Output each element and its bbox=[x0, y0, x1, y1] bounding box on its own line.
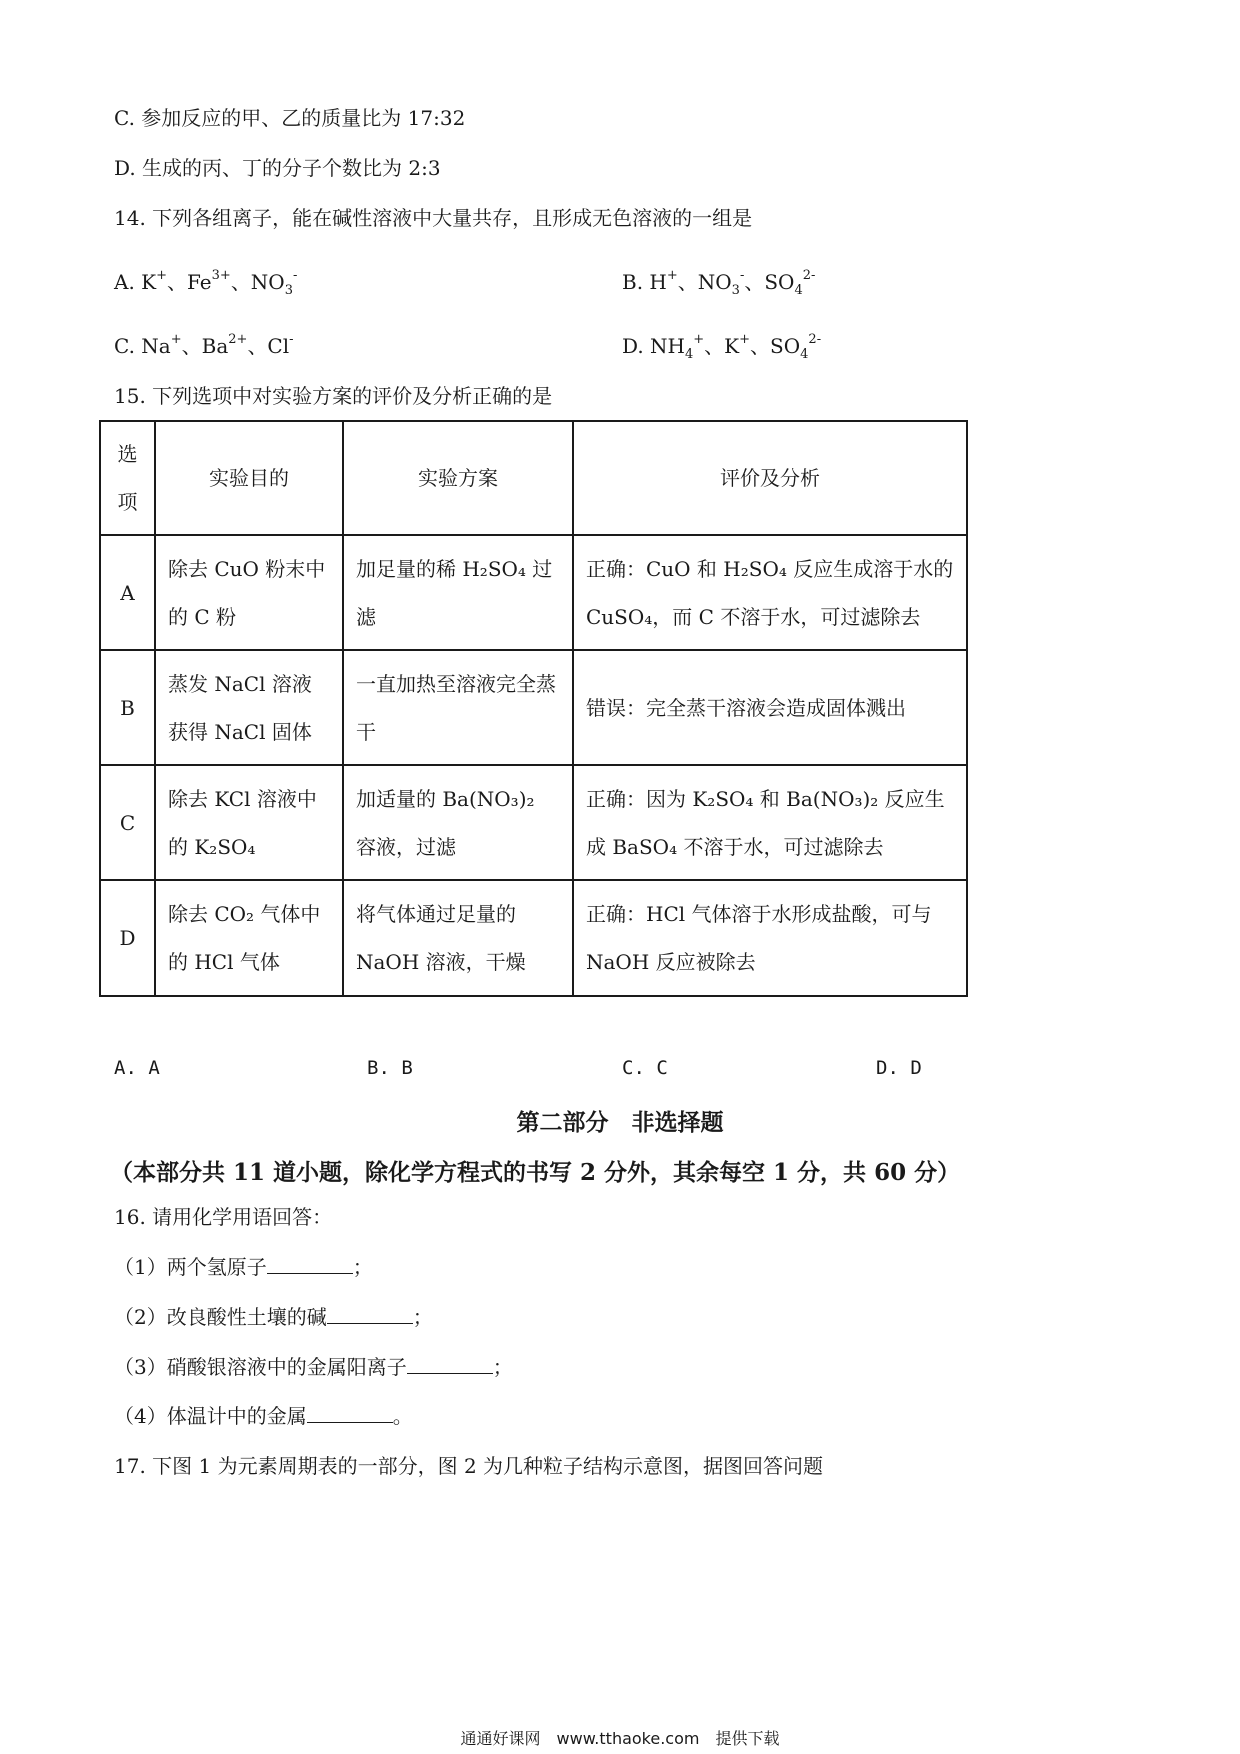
row-eval: 错误：完全蒸干溶液会造成固体溅出 bbox=[573, 650, 967, 765]
q15-answer-b: B. B bbox=[367, 1057, 413, 1079]
q14-b-ion1-charge: + bbox=[666, 268, 678, 283]
row-plan: 加适量的 Ba(NO₃)₂ 容液，过滤 bbox=[343, 765, 573, 880]
header-purpose: 实验目的 bbox=[155, 421, 343, 535]
q16-item-1 bbox=[114, 1253, 373, 1281]
header-key-line1: 选 bbox=[117, 442, 138, 466]
q14-a-sep2: 、NO bbox=[230, 270, 285, 294]
q13-option-c: C. 参加反应的甲、乙的质量比为 17:32 bbox=[114, 106, 466, 130]
q14-a-prefix: A. K bbox=[114, 270, 157, 294]
row-key: C bbox=[100, 765, 155, 880]
row-plan: 一直加热至溶液完全蒸干 bbox=[343, 650, 573, 765]
q16-item-4-end: 。 bbox=[392, 1404, 413, 1428]
q14-c-ion2-charge: 2+ bbox=[228, 332, 248, 347]
q14-a-ion1-charge: + bbox=[156, 268, 168, 283]
answer-blank[interactable] bbox=[407, 1353, 493, 1374]
q14-c-sep2: 、Cl bbox=[247, 334, 290, 358]
row-eval: 正确：因为 K₂SO₄ 和 Ba(NO₃)₂ 反应生成 BaSO₄ 不溶于水，可过滤除去 bbox=[573, 765, 967, 880]
q15-stem: 15. 下列选项中对实验方案的评价及分析正确的是 bbox=[114, 384, 553, 408]
q16-item-3-end: ； bbox=[492, 1355, 513, 1379]
row-purpose: 蒸发 NaCl 溶液获得 NaCl 固体 bbox=[155, 650, 343, 765]
table-row bbox=[100, 650, 967, 765]
q16-item-2-end: ； bbox=[412, 1305, 433, 1329]
row-purpose: 除去 KCl 溶液中的 K₂SO₄ bbox=[155, 765, 343, 880]
q16-item-1-text: （1）两个氢原子 bbox=[114, 1255, 267, 1279]
q14-b-prefix: B. H bbox=[622, 270, 667, 294]
q14-d-ion3-sub: 4 bbox=[800, 347, 809, 362]
part2-title: 第二部分 非选择题 bbox=[516, 1109, 724, 1136]
row-plan: 将气体通过足量的 NaOH 溶液，干燥 bbox=[343, 880, 573, 996]
page-footer: 通通好课网 www.tthaoke.com 提供下载 bbox=[460, 1729, 780, 1748]
row-key: D bbox=[100, 880, 155, 996]
q14-a-sep1: 、Fe bbox=[167, 270, 212, 294]
q16-item-1-end: ； bbox=[352, 1255, 373, 1279]
q16-item-4 bbox=[114, 1402, 413, 1430]
q16-stem: 16. 请用化学用语回答： bbox=[114, 1205, 333, 1229]
header-eval: 评价及分析 bbox=[573, 421, 967, 535]
row-eval: 正确：HCl 气体溶于水形成盐酸，可与 NaOH 反应被除去 bbox=[573, 880, 967, 996]
q14-d-sep2: 、SO bbox=[750, 334, 801, 358]
part2-note: （本部分共 11 道小题，除化学方程式的书写 2 分外，其余每空 1 分，共 60 分） bbox=[110, 1159, 961, 1186]
q14-d-ion3-charge: 2- bbox=[808, 332, 822, 347]
q14-b-ion2-sub: 3 bbox=[731, 283, 740, 298]
row-purpose: 除去 CuO 粉末中的 C 粉 bbox=[155, 535, 343, 650]
q14-option-a bbox=[114, 262, 297, 305]
experiment-table bbox=[99, 420, 968, 997]
q14-a-ion3-sub: 3 bbox=[284, 283, 293, 298]
q13-option-d: D. 生成的丙、丁的分子个数比为 2:3 bbox=[114, 156, 441, 180]
q16-item-3-text: （3）硝酸银溶液中的金属阳离子 bbox=[114, 1355, 407, 1379]
answer-blank[interactable] bbox=[267, 1253, 353, 1274]
q14-stem: 14. 下列各组离子，能在碱性溶液中大量共存，且形成无色溶液的一组是 bbox=[114, 206, 753, 230]
q14-b-sep2: 、SO bbox=[744, 270, 795, 294]
table-row bbox=[100, 765, 967, 880]
q14-d-sep1: 、K bbox=[704, 334, 740, 358]
header-key bbox=[100, 421, 155, 535]
q14-option-c bbox=[114, 326, 294, 360]
q16-item-2 bbox=[114, 1303, 433, 1331]
row-plan: 加足量的稀 H₂SO₄ 过滤 bbox=[343, 535, 573, 650]
q16-item-2-text: （2）改良酸性土壤的碱 bbox=[114, 1305, 327, 1329]
row-key: B bbox=[100, 650, 155, 765]
q14-c-sep1: 、Ba bbox=[181, 334, 229, 358]
table-header-row bbox=[100, 421, 967, 535]
q14-d-prefix: D. NH bbox=[622, 334, 685, 358]
q14-a-ion3-charge: - bbox=[293, 268, 298, 283]
row-key: A bbox=[100, 535, 155, 650]
table-row bbox=[100, 535, 967, 650]
q15-answer-c: C. C bbox=[622, 1057, 668, 1079]
row-purpose: 除去 CO₂ 气体中的 HCl 气体 bbox=[155, 880, 343, 996]
q15-answer-a: A. A bbox=[114, 1057, 160, 1079]
q14-d-ion2-charge: + bbox=[739, 332, 751, 347]
q14-a-ion2-charge: 3+ bbox=[211, 268, 231, 283]
row-eval: 正确：CuO 和 H₂SO₄ 反应生成溶于水的 CuSO₄，而 C 不溶于水，可过滤除去 bbox=[573, 535, 967, 650]
q15-answer-d: D. D bbox=[876, 1057, 922, 1079]
q14-b-ion2-charge: - bbox=[739, 268, 745, 283]
q14-c-prefix: C. Na bbox=[114, 334, 171, 358]
q14-c-ion1-charge: + bbox=[170, 332, 182, 347]
q14-option-b bbox=[622, 262, 815, 305]
q14-b-ion3-sub: 4 bbox=[794, 283, 803, 298]
q14-option-d bbox=[622, 326, 821, 369]
q14-d-ion1-charge: + bbox=[693, 332, 705, 347]
q16-item-3 bbox=[114, 1353, 513, 1381]
q14-c-ion3-charge: - bbox=[289, 332, 294, 347]
q14-d-ion1-sub: 4 bbox=[684, 347, 694, 362]
header-plan: 实验方案 bbox=[343, 421, 573, 535]
q14-b-sep1: 、NO bbox=[677, 270, 732, 294]
q14-b-ion3-charge: 2- bbox=[802, 268, 816, 283]
answer-blank[interactable] bbox=[327, 1303, 413, 1324]
q17-stem: 17. 下图 1 为元素周期表的一部分，图 2 为几种粒子结构示意图，据图回答问题 bbox=[114, 1454, 824, 1478]
answer-blank[interactable] bbox=[307, 1402, 393, 1423]
q16-item-4-text: （4）体温计中的金属 bbox=[114, 1404, 307, 1428]
table-row bbox=[100, 880, 967, 996]
header-key-line2: 项 bbox=[117, 490, 138, 514]
